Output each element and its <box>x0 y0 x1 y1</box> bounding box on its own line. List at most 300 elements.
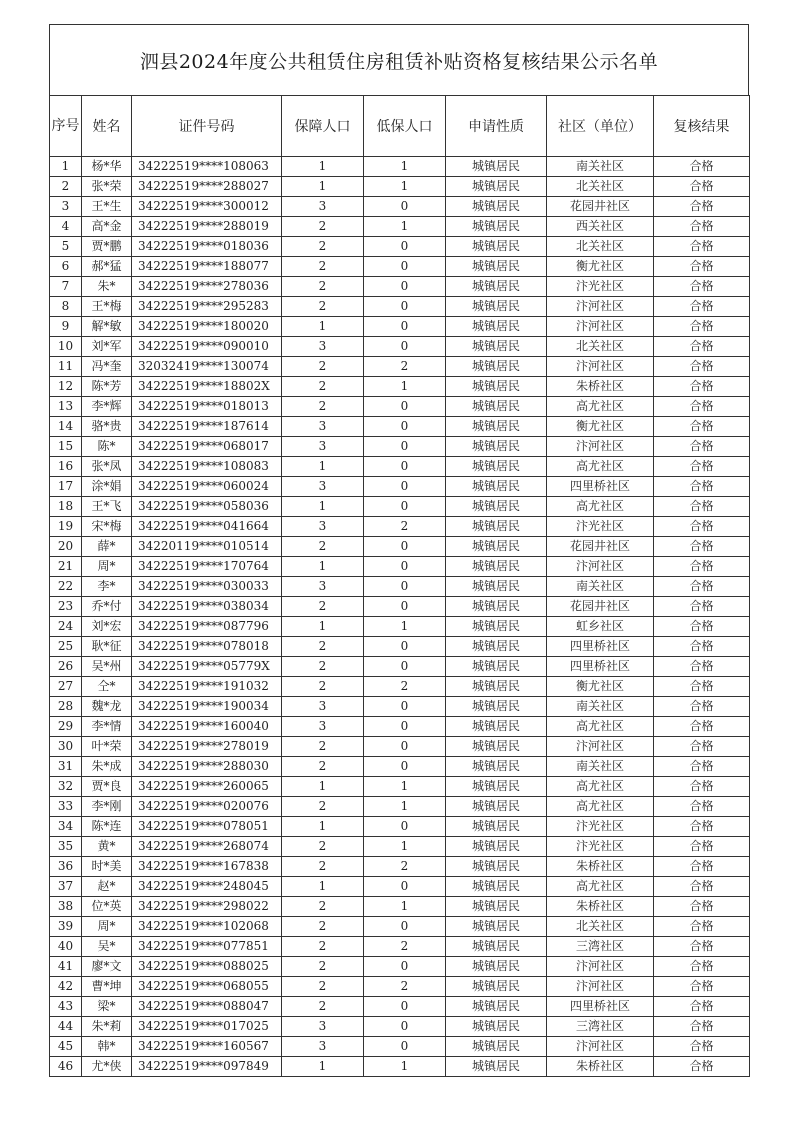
name-cell: 周* <box>82 557 132 577</box>
seq-cell: 15 <box>50 437 82 457</box>
community-cell: 虹乡社区 <box>547 617 654 637</box>
id-number-cell: 34222519****295283 <box>132 297 282 317</box>
low-income-persons-cell: 0 <box>364 297 446 317</box>
application-type-cell: 城镇居民 <box>446 917 547 937</box>
review-result-cell: 合格 <box>654 697 750 717</box>
id-number-cell: 34222519****288019 <box>132 217 282 237</box>
protected-persons-cell: 1 <box>282 457 364 477</box>
table-row <box>50 477 750 497</box>
application-type-cell: 城镇居民 <box>446 857 547 877</box>
result-table <box>49 95 750 1077</box>
table-row <box>50 637 750 657</box>
protected-persons-cell: 2 <box>282 257 364 277</box>
name-cell: 张*凤 <box>82 457 132 477</box>
review-result-cell: 合格 <box>654 677 750 697</box>
application-type-cell: 城镇居民 <box>446 297 547 317</box>
review-result-cell: 合格 <box>654 1057 750 1077</box>
review-result-cell: 合格 <box>654 877 750 897</box>
application-type-cell: 城镇居民 <box>446 257 547 277</box>
review-result-cell: 合格 <box>654 1017 750 1037</box>
table-row <box>50 917 750 937</box>
seq-cell: 24 <box>50 617 82 637</box>
id-number-cell: 34222519****180020 <box>132 317 282 337</box>
id-number-cell: 34222519****260065 <box>132 777 282 797</box>
review-result-cell: 合格 <box>654 817 750 837</box>
header-id-number: 证件号码 <box>132 96 282 157</box>
low-income-persons-cell: 2 <box>364 357 446 377</box>
protected-persons-cell: 2 <box>282 637 364 657</box>
community-cell: 高尤社区 <box>547 717 654 737</box>
table-row <box>50 597 750 617</box>
table-row <box>50 257 750 277</box>
application-type-cell: 城镇居民 <box>446 197 547 217</box>
community-cell: 汴河社区 <box>547 977 654 997</box>
protected-persons-cell: 2 <box>282 597 364 617</box>
name-cell: 郝*猛 <box>82 257 132 277</box>
protected-persons-cell: 2 <box>282 737 364 757</box>
header-low-income-persons: 低保人口 <box>364 96 446 157</box>
application-type-cell: 城镇居民 <box>446 657 547 677</box>
table-row <box>50 197 750 217</box>
application-type-cell: 城镇居民 <box>446 977 547 997</box>
seq-cell: 33 <box>50 797 82 817</box>
name-cell: 赵* <box>82 877 132 897</box>
community-cell: 三湾社区 <box>547 937 654 957</box>
low-income-persons-cell: 0 <box>364 197 446 217</box>
id-number-cell: 34222519****108063 <box>132 157 282 177</box>
id-number-cell: 32032419****130074 <box>132 357 282 377</box>
protected-persons-cell: 1 <box>282 777 364 797</box>
review-result-cell: 合格 <box>654 717 750 737</box>
community-cell: 北关社区 <box>547 917 654 937</box>
name-cell: 贾*良 <box>82 777 132 797</box>
table-row <box>50 837 750 857</box>
name-cell: 宋*梅 <box>82 517 132 537</box>
community-cell: 花园井社区 <box>547 537 654 557</box>
protected-persons-cell: 2 <box>282 537 364 557</box>
table-row <box>50 437 750 457</box>
seq-cell: 16 <box>50 457 82 477</box>
review-result-cell: 合格 <box>654 457 750 477</box>
name-cell: 陈*芳 <box>82 377 132 397</box>
review-result-cell: 合格 <box>654 277 750 297</box>
community-cell: 高尤社区 <box>547 457 654 477</box>
low-income-persons-cell: 0 <box>364 417 446 437</box>
id-number-cell: 34222519****102068 <box>132 917 282 937</box>
id-number-cell: 34222519****190034 <box>132 697 282 717</box>
community-cell: 汴光社区 <box>547 517 654 537</box>
community-cell: 汴河社区 <box>547 317 654 337</box>
community-cell: 朱桥社区 <box>547 857 654 877</box>
seq-cell: 29 <box>50 717 82 737</box>
low-income-persons-cell: 1 <box>364 797 446 817</box>
seq-cell: 5 <box>50 237 82 257</box>
name-cell: 朱*成 <box>82 757 132 777</box>
id-number-cell: 34222519****108083 <box>132 457 282 477</box>
application-type-cell: 城镇居民 <box>446 457 547 477</box>
document-sheet <box>49 24 749 1077</box>
seq-cell: 14 <box>50 417 82 437</box>
table-row <box>50 237 750 257</box>
community-cell: 朱桥社区 <box>547 897 654 917</box>
application-type-cell: 城镇居民 <box>446 577 547 597</box>
document-title: 泗县2024年度公共租赁住房租赁补贴资格复核结果公示名单 <box>49 24 749 95</box>
header-community: 社区（单位） <box>547 96 654 157</box>
protected-persons-cell: 3 <box>282 437 364 457</box>
table-row <box>50 337 750 357</box>
low-income-persons-cell: 0 <box>364 717 446 737</box>
review-result-cell: 合格 <box>654 157 750 177</box>
protected-persons-cell: 3 <box>282 417 364 437</box>
community-cell: 汴光社区 <box>547 277 654 297</box>
id-number-cell: 34222519****288030 <box>132 757 282 777</box>
table-row <box>50 277 750 297</box>
seq-cell: 11 <box>50 357 82 377</box>
low-income-persons-cell: 0 <box>364 477 446 497</box>
name-cell: 李*刚 <box>82 797 132 817</box>
low-income-persons-cell: 1 <box>364 837 446 857</box>
community-cell: 衡尤社区 <box>547 677 654 697</box>
review-result-cell: 合格 <box>654 537 750 557</box>
application-type-cell: 城镇居民 <box>446 1017 547 1037</box>
application-type-cell: 城镇居民 <box>446 497 547 517</box>
review-result-cell: 合格 <box>654 477 750 497</box>
low-income-persons-cell: 0 <box>364 657 446 677</box>
review-result-cell: 合格 <box>654 177 750 197</box>
application-type-cell: 城镇居民 <box>446 597 547 617</box>
review-result-cell: 合格 <box>654 217 750 237</box>
protected-persons-cell: 3 <box>282 337 364 357</box>
community-cell: 朱桥社区 <box>547 1057 654 1077</box>
name-cell: 黄* <box>82 837 132 857</box>
name-cell: 陈* <box>82 437 132 457</box>
protected-persons-cell: 3 <box>282 197 364 217</box>
protected-persons-cell: 1 <box>282 617 364 637</box>
review-result-cell: 合格 <box>654 197 750 217</box>
seq-cell: 21 <box>50 557 82 577</box>
name-cell: 李* <box>82 577 132 597</box>
id-number-cell: 34222519****160040 <box>132 717 282 737</box>
header-seq: 序号 <box>50 96 82 157</box>
application-type-cell: 城镇居民 <box>446 377 547 397</box>
protected-persons-cell: 2 <box>282 837 364 857</box>
community-cell: 汴光社区 <box>547 817 654 837</box>
table-row <box>50 957 750 977</box>
low-income-persons-cell: 1 <box>364 177 446 197</box>
application-type-cell: 城镇居民 <box>446 157 547 177</box>
low-income-persons-cell: 1 <box>364 157 446 177</box>
name-cell: 杨*华 <box>82 157 132 177</box>
application-type-cell: 城镇居民 <box>446 237 547 257</box>
name-cell: 涂*娟 <box>82 477 132 497</box>
table-row <box>50 697 750 717</box>
application-type-cell: 城镇居民 <box>446 177 547 197</box>
id-number-cell: 34222519****268074 <box>132 837 282 857</box>
review-result-cell: 合格 <box>654 317 750 337</box>
seq-cell: 38 <box>50 897 82 917</box>
review-result-cell: 合格 <box>654 997 750 1017</box>
low-income-persons-cell: 0 <box>364 457 446 477</box>
table-row <box>50 397 750 417</box>
seq-cell: 42 <box>50 977 82 997</box>
community-cell: 衡尤社区 <box>547 417 654 437</box>
seq-cell: 27 <box>50 677 82 697</box>
application-type-cell: 城镇居民 <box>446 1037 547 1057</box>
name-cell: 贾*鹏 <box>82 237 132 257</box>
community-cell: 高尤社区 <box>547 877 654 897</box>
community-cell: 南关社区 <box>547 697 654 717</box>
application-type-cell: 城镇居民 <box>446 777 547 797</box>
low-income-persons-cell: 0 <box>364 537 446 557</box>
review-result-cell: 合格 <box>654 897 750 917</box>
community-cell: 高尤社区 <box>547 777 654 797</box>
application-type-cell: 城镇居民 <box>446 357 547 377</box>
name-cell: 骆*贵 <box>82 417 132 437</box>
protected-persons-cell: 3 <box>282 717 364 737</box>
community-cell: 四里桥社区 <box>547 637 654 657</box>
name-cell: 冯*奎 <box>82 357 132 377</box>
protected-persons-cell: 1 <box>282 157 364 177</box>
community-cell: 四里桥社区 <box>547 477 654 497</box>
low-income-persons-cell: 0 <box>364 917 446 937</box>
application-type-cell: 城镇居民 <box>446 817 547 837</box>
community-cell: 朱桥社区 <box>547 377 654 397</box>
low-income-persons-cell: 1 <box>364 617 446 637</box>
protected-persons-cell: 2 <box>282 217 364 237</box>
community-cell: 汴河社区 <box>547 297 654 317</box>
seq-cell: 46 <box>50 1057 82 1077</box>
low-income-persons-cell: 0 <box>364 257 446 277</box>
review-result-cell: 合格 <box>654 837 750 857</box>
table-row <box>50 417 750 437</box>
table-row <box>50 517 750 537</box>
table-row <box>50 357 750 377</box>
community-cell: 三湾社区 <box>547 1017 654 1037</box>
low-income-persons-cell: 0 <box>364 997 446 1017</box>
community-cell: 衡尤社区 <box>547 257 654 277</box>
name-cell: 周* <box>82 917 132 937</box>
seq-cell: 45 <box>50 1037 82 1057</box>
table-row <box>50 797 750 817</box>
community-cell: 高尤社区 <box>547 397 654 417</box>
review-result-cell: 合格 <box>654 597 750 617</box>
protected-persons-cell: 2 <box>282 397 364 417</box>
protected-persons-cell: 1 <box>282 877 364 897</box>
id-number-cell: 34222519****160567 <box>132 1037 282 1057</box>
community-cell: 汴河社区 <box>547 1037 654 1057</box>
name-cell: 王*飞 <box>82 497 132 517</box>
community-cell: 高尤社区 <box>547 497 654 517</box>
protected-persons-cell: 3 <box>282 1017 364 1037</box>
community-cell: 四里桥社区 <box>547 657 654 677</box>
name-cell: 位*英 <box>82 897 132 917</box>
seq-cell: 36 <box>50 857 82 877</box>
application-type-cell: 城镇居民 <box>446 997 547 1017</box>
application-type-cell: 城镇居民 <box>446 337 547 357</box>
seq-cell: 10 <box>50 337 82 357</box>
id-number-cell: 34222519****058036 <box>132 497 282 517</box>
seq-cell: 32 <box>50 777 82 797</box>
application-type-cell: 城镇居民 <box>446 897 547 917</box>
table-row <box>50 657 750 677</box>
id-number-cell: 34222519****060024 <box>132 477 282 497</box>
id-number-cell: 34222519****188077 <box>132 257 282 277</box>
protected-persons-cell: 2 <box>282 377 364 397</box>
name-cell: 王*生 <box>82 197 132 217</box>
seq-cell: 26 <box>50 657 82 677</box>
low-income-persons-cell: 0 <box>364 1017 446 1037</box>
id-number-cell: 34222519****300012 <box>132 197 282 217</box>
name-cell: 高*金 <box>82 217 132 237</box>
community-cell: 西关社区 <box>547 217 654 237</box>
table-row <box>50 577 750 597</box>
name-cell: 吴* <box>82 937 132 957</box>
table-row <box>50 717 750 737</box>
table-header-row <box>50 96 750 157</box>
protected-persons-cell: 2 <box>282 277 364 297</box>
table-row <box>50 897 750 917</box>
table-row <box>50 497 750 517</box>
review-result-cell: 合格 <box>654 337 750 357</box>
seq-cell: 17 <box>50 477 82 497</box>
table-row <box>50 977 750 997</box>
id-number-cell: 34222519****298022 <box>132 897 282 917</box>
name-cell: 陈*连 <box>82 817 132 837</box>
community-cell: 花园井社区 <box>547 597 654 617</box>
seq-cell: 4 <box>50 217 82 237</box>
name-cell: 曹*坤 <box>82 977 132 997</box>
id-number-cell: 34222519****017025 <box>132 1017 282 1037</box>
table-row <box>50 777 750 797</box>
id-number-cell: 34222519****088025 <box>132 957 282 977</box>
id-number-cell: 34222519****187614 <box>132 417 282 437</box>
seq-cell: 35 <box>50 837 82 857</box>
protected-persons-cell: 1 <box>282 817 364 837</box>
table-row <box>50 537 750 557</box>
low-income-persons-cell: 1 <box>364 1057 446 1077</box>
low-income-persons-cell: 2 <box>364 977 446 997</box>
seq-cell: 19 <box>50 517 82 537</box>
low-income-persons-cell: 0 <box>364 577 446 597</box>
community-cell: 南关社区 <box>547 157 654 177</box>
id-number-cell: 34220119****010514 <box>132 537 282 557</box>
seq-cell: 9 <box>50 317 82 337</box>
seq-cell: 31 <box>50 757 82 777</box>
name-cell: 解*敏 <box>82 317 132 337</box>
review-result-cell: 合格 <box>654 257 750 277</box>
id-number-cell: 34222519****170764 <box>132 557 282 577</box>
id-number-cell: 34222519****087796 <box>132 617 282 637</box>
table-row <box>50 677 750 697</box>
application-type-cell: 城镇居民 <box>446 637 547 657</box>
id-number-cell: 34222519****018013 <box>132 397 282 417</box>
protected-persons-cell: 3 <box>282 577 364 597</box>
protected-persons-cell: 2 <box>282 997 364 1017</box>
name-cell: 刘*宏 <box>82 617 132 637</box>
community-cell: 四里桥社区 <box>547 997 654 1017</box>
application-type-cell: 城镇居民 <box>446 437 547 457</box>
application-type-cell: 城镇居民 <box>446 317 547 337</box>
review-result-cell: 合格 <box>654 757 750 777</box>
protected-persons-cell: 3 <box>282 517 364 537</box>
protected-persons-cell: 2 <box>282 797 364 817</box>
protected-persons-cell: 3 <box>282 477 364 497</box>
community-cell: 汴河社区 <box>547 957 654 977</box>
table-row <box>50 817 750 837</box>
review-result-cell: 合格 <box>654 657 750 677</box>
community-cell: 汴河社区 <box>547 737 654 757</box>
table-body <box>50 157 750 1077</box>
table-row <box>50 317 750 337</box>
seq-cell: 28 <box>50 697 82 717</box>
table-row <box>50 757 750 777</box>
low-income-persons-cell: 0 <box>364 637 446 657</box>
low-income-persons-cell: 0 <box>364 397 446 417</box>
id-number-cell: 34222519****068055 <box>132 977 282 997</box>
seq-cell: 18 <box>50 497 82 517</box>
id-number-cell: 34222519****248045 <box>132 877 282 897</box>
seq-cell: 25 <box>50 637 82 657</box>
protected-persons-cell: 1 <box>282 177 364 197</box>
table-row <box>50 617 750 637</box>
review-result-cell: 合格 <box>654 437 750 457</box>
review-result-cell: 合格 <box>654 797 750 817</box>
seq-cell: 39 <box>50 917 82 937</box>
table-row <box>50 997 750 1017</box>
header-application-type: 申请性质 <box>446 96 547 157</box>
name-cell: 朱* <box>82 277 132 297</box>
review-result-cell: 合格 <box>654 737 750 757</box>
seq-cell: 6 <box>50 257 82 277</box>
table-row <box>50 877 750 897</box>
name-cell: 薛* <box>82 537 132 557</box>
seq-cell: 40 <box>50 937 82 957</box>
name-cell: 李*情 <box>82 717 132 737</box>
header-review-result: 复核结果 <box>654 96 750 157</box>
review-result-cell: 合格 <box>654 917 750 937</box>
id-number-cell: 34222519****018036 <box>132 237 282 257</box>
low-income-persons-cell: 0 <box>364 597 446 617</box>
community-cell: 汴光社区 <box>547 837 654 857</box>
name-cell: 尤*侠 <box>82 1057 132 1077</box>
name-cell: 乔*付 <box>82 597 132 617</box>
protected-persons-cell: 1 <box>282 557 364 577</box>
community-cell: 汴河社区 <box>547 357 654 377</box>
protected-persons-cell: 2 <box>282 297 364 317</box>
protected-persons-cell: 2 <box>282 857 364 877</box>
seq-cell: 12 <box>50 377 82 397</box>
protected-persons-cell: 3 <box>282 1037 364 1057</box>
seq-cell: 2 <box>50 177 82 197</box>
review-result-cell: 合格 <box>654 1037 750 1057</box>
community-cell: 汴河社区 <box>547 557 654 577</box>
protected-persons-cell: 3 <box>282 697 364 717</box>
protected-persons-cell: 1 <box>282 497 364 517</box>
review-result-cell: 合格 <box>654 357 750 377</box>
id-number-cell: 34222519****088047 <box>132 997 282 1017</box>
table-row <box>50 1017 750 1037</box>
id-number-cell: 34222519****068017 <box>132 437 282 457</box>
community-cell: 高尤社区 <box>547 797 654 817</box>
low-income-persons-cell: 2 <box>364 857 446 877</box>
review-result-cell: 合格 <box>654 497 750 517</box>
id-number-cell: 34222519****278019 <box>132 737 282 757</box>
low-income-persons-cell: 0 <box>364 697 446 717</box>
name-cell: 张*荣 <box>82 177 132 197</box>
community-cell: 北关社区 <box>547 237 654 257</box>
table-row <box>50 157 750 177</box>
low-income-persons-cell: 1 <box>364 377 446 397</box>
